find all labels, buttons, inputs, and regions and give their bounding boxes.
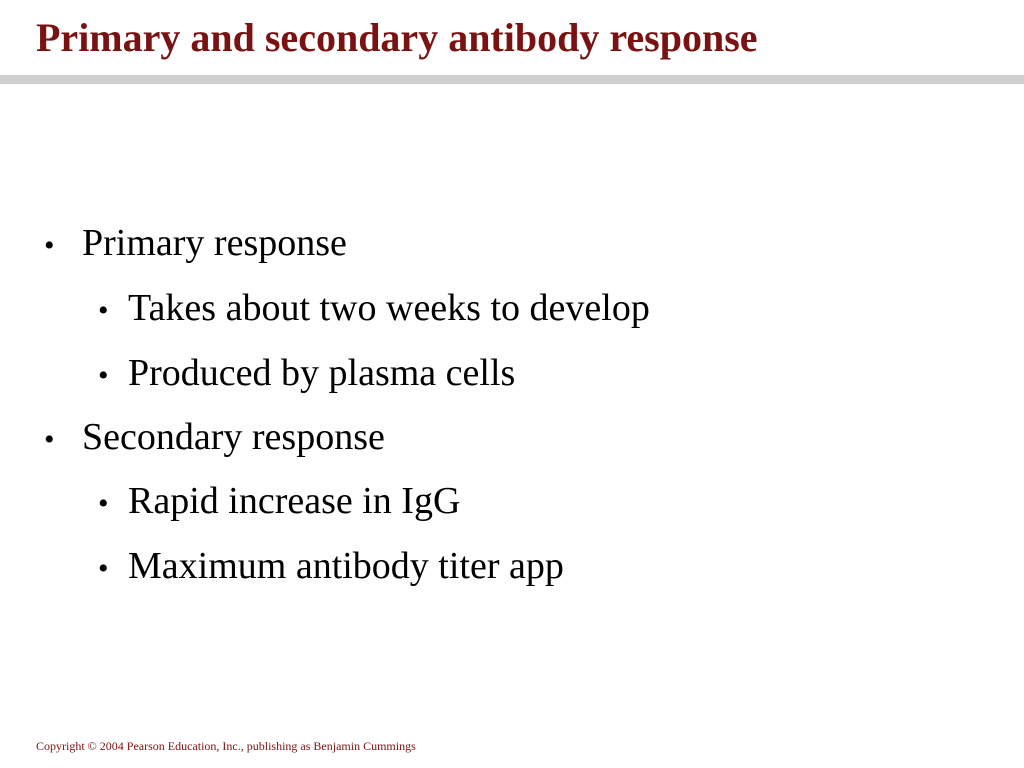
bullet-text: Rapid increase in IgG <box>128 480 461 522</box>
bullet-text: Takes about two weeks to develop <box>128 287 650 329</box>
bullet-item-primary-response <box>44 219 347 270</box>
bullet-icon: • <box>44 423 55 456</box>
bullet-icon: • <box>44 229 55 262</box>
bullet-text: Maximum antibody titer app <box>128 545 564 587</box>
bullet-icon: • <box>98 487 109 520</box>
title-divider <box>0 75 1024 84</box>
bullet-text: Secondary response <box>82 416 385 458</box>
bullet-item-max-titer <box>98 542 564 593</box>
bullet-item-secondary-response <box>44 413 385 464</box>
bullet-item-rapid-igg <box>98 477 460 528</box>
bullet-icon: • <box>98 552 109 585</box>
bullet-item-plasma-cells <box>98 349 515 400</box>
bullet-item-takes-two-weeks <box>98 284 650 335</box>
bullet-icon: • <box>98 359 109 392</box>
bullet-text: Produced by plasma cells <box>128 352 516 394</box>
copyright-footer: Copyright © 2004 Pearson Education, Inc., publishing as Benjamin Cummings <box>36 739 416 753</box>
bullet-text: Primary response <box>82 222 347 264</box>
bullet-icon: • <box>98 294 109 327</box>
slide-title: Primary and secondary antibody response <box>36 15 758 60</box>
